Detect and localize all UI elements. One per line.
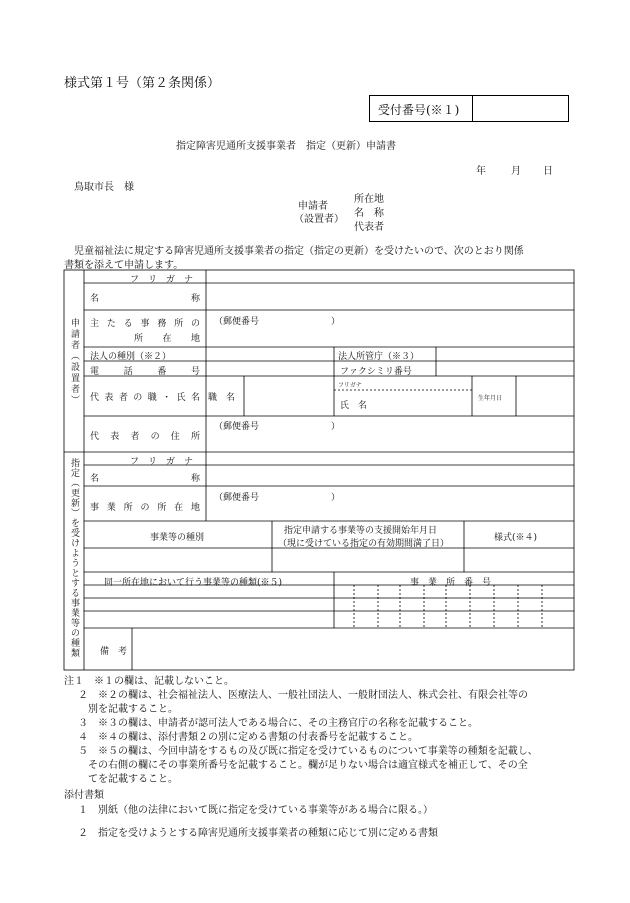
- date-day: 日: [543, 166, 553, 177]
- s1-name-label: 名称: [90, 294, 200, 304]
- note-2b: 別を記載すること。: [88, 704, 178, 715]
- date-month: 月: [511, 166, 521, 177]
- s2-name-label: 名称: [90, 474, 200, 484]
- receipt-number-label: 受付番号(※１): [378, 103, 460, 117]
- s1-birth-label: 生年月日: [478, 395, 503, 402]
- section-applicant-label: 申請者（設置者）: [69, 318, 79, 406]
- attachment-1: １ 別紙（他の法律において既に指定を受けている事業等がある場合に限る。）: [78, 805, 433, 816]
- applicant-sub: （設置者）: [294, 214, 344, 225]
- s2-postal-code: （郵便番号 ）: [214, 493, 341, 503]
- applicant-field-rep: 代表者: [354, 222, 384, 233]
- s1-corp-authority-label: 法人所管庁（※３）: [338, 352, 420, 362]
- date-year: 年: [476, 166, 486, 177]
- section-designation-label: 指定（更新）を受けようとする事業等の種類: [69, 458, 79, 658]
- s1-rep-address-label: 代表者の住所: [90, 432, 200, 442]
- s1-postal-code-2: （郵便番号 ）: [214, 422, 341, 432]
- applicant-heading: 申請者: [298, 201, 328, 212]
- applicant-field-name: 名 称: [354, 208, 384, 219]
- s1-corp-type-label: 法人の種別（※２）: [90, 352, 172, 362]
- intro-line-2: 書類を添えて申請します。: [64, 260, 184, 271]
- s1-office-location-label-2: 所在地: [134, 334, 200, 344]
- s1-office-location-label-1: 主たる事務所の: [90, 319, 200, 329]
- form-title: 指定障害児通所支援事業者 指定（更新）申請書: [176, 141, 396, 152]
- note-5c: てを記載すること。: [88, 774, 178, 785]
- note-4: ４ ※４の欄は、添付書類２の別に定める書類の付表番号を記載すること。: [78, 732, 418, 743]
- s2-form-number-header: 様式(※４): [494, 533, 538, 543]
- s2-office-number-header: 事 業 所 番 号: [410, 578, 492, 588]
- note-2a: ２ ※２の欄は、社会福祉法人、医療法人、一般社団法人、一般財団法人、株式会社、有限会社等の: [78, 690, 528, 701]
- attachments-heading: 添付書類: [64, 790, 104, 801]
- s1-fax-label: ファクシミリ番号: [340, 367, 412, 377]
- note-5b: その右側の欄にその事業所番号を記載すること。欄が足りない場合は適宜様式を補正して、その全: [88, 760, 528, 771]
- s1-furigana-label: フ リ ガ ナ: [130, 275, 194, 285]
- addressee: 鳥取市長 様: [74, 182, 134, 193]
- s2-same-location-header: 同一所在地において行う事業等の種類(※５): [104, 578, 283, 588]
- intro-line-1: 児童福祉法に規定する障害児通所支援事業者の指定（指定の更新）を受けたいので、次のとおり関係: [74, 246, 524, 257]
- note-3: ３ ※３の欄は、申請者が認可法人である場合に、その主務官庁の名称を記載すること。: [78, 718, 478, 729]
- s2-start-date-header-1: 指定申請する事業等の支援開始年月日: [284, 526, 438, 536]
- s2-service-type-header: 事業等の種別: [150, 533, 205, 543]
- s1-title-label: 職 名: [208, 393, 236, 403]
- form-style-number: 様式第１号（第２条関係）: [64, 76, 221, 91]
- s2-remarks-label: 備 考: [100, 647, 128, 657]
- s1-furigana-small: フリガナ: [338, 382, 362, 389]
- s2-start-date-header-2: （現に受けている指定の有効期間満了日）: [278, 539, 450, 549]
- s1-rep-title-name-label: 代表者の職・氏名: [90, 393, 200, 403]
- attachment-2: ２ 指定を受けようとする障害児通所支援事業者の種類に応じて別に定める書類: [78, 828, 438, 839]
- note-1: 注１ ※１の欄は、記載しないこと。: [64, 676, 234, 687]
- s1-postal-code: （郵便番号 ）: [214, 317, 341, 327]
- note-5a: ５ ※５の欄は、今回申請をするもの及び既に指定を受けているものについて事業等の種類を記載し、: [78, 746, 538, 757]
- s1-phone-label: 電話番号: [90, 367, 200, 377]
- applicant-field-address: 所在地: [354, 194, 384, 205]
- s1-full-name-label: 氏 名: [340, 401, 368, 411]
- s2-office-location-label: 事業所の所在地: [90, 503, 200, 513]
- s2-furigana-label: フ リ ガ ナ: [130, 457, 194, 467]
